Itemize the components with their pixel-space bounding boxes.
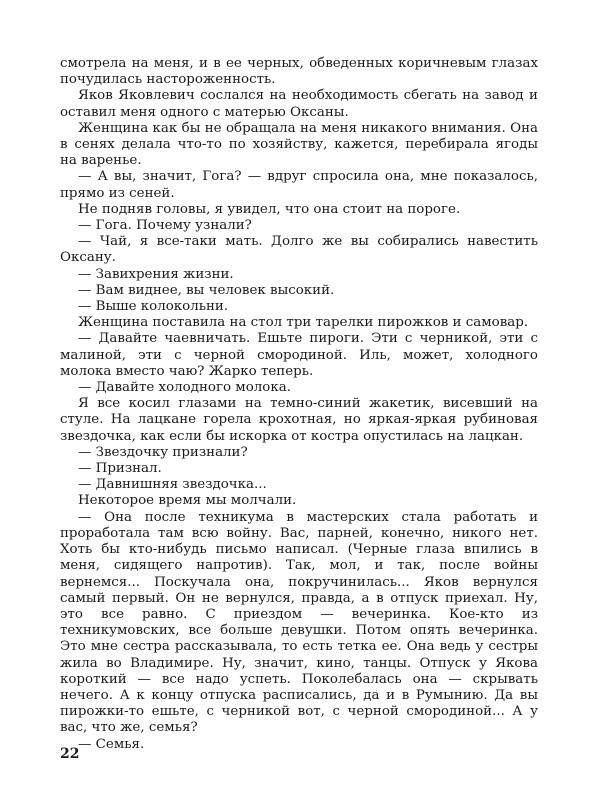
dialogue-line: — А вы, значит, Гога? — вдруг спросила она, мне показалось, прямо из сеней. bbox=[60, 169, 538, 201]
story-text bbox=[60, 56, 538, 753]
paragraph: Некоторое время мы молчали. bbox=[78, 493, 297, 509]
paragraph: Женщина поставила на стол три тарелки пирожков и самовар. bbox=[78, 315, 529, 331]
dialogue-line: — Гога. Почему узнали? bbox=[78, 218, 252, 234]
page-number: 22 bbox=[60, 746, 80, 762]
dialogue-line: — Давайте холодного молока. bbox=[78, 380, 291, 396]
paragraph: Я все косил глазами на темно-синий жакетик, висевший на стуле. На лацкане горела крохотная, но яркая-яркая рубиновая звездочка, как если бы искорка от костра опустилась на лацкан. bbox=[60, 396, 538, 444]
dialogue-line: — Завихрения жизни. bbox=[78, 266, 234, 282]
dialogue-line: — Она после техникума в мастерских стала работать и проработала там всю войну. Вас, парней, конечно, никого нет. Хоть бы кто-нибудь письмо написал. (Черные глаза впились в меня, сидящего напротив). Так, мол, и так, после войны вернемся... Поскучала она, покручинилась... Яков вернулся самый первый. Он не вернулся, правда, а в отпуск приехал. Ну, это все равно. С приездом — вечеринка. Кое-кто из техникумовских, все больше девушки. Потом опять вечеринка. Это мне сестра рассказывала, то есть тетка ее. Она ведь у сестры жила во Владимире. Ну, значит, кино, танцы. Отпуск у Якова короткий — все надо успеть. Поколебалась она — скрывать нечего. А к концу отпуска расписались, да и в Румынию. Да вы пирожки-то ешьте, с черникой вот, с черной смородиной... А у вас, что же, семья? bbox=[60, 509, 538, 736]
paragraph: Яков Яковлевич сослался на необходимость сбегать на завод и оставил меня одного с матерью Оксаны. bbox=[60, 88, 538, 120]
dialogue-line: — Выше колокольни. bbox=[78, 299, 229, 315]
paragraph: Не подняв головы, я увидел, что она стоит на пороге. bbox=[78, 201, 461, 217]
dialogue-line: — Семья. bbox=[78, 736, 145, 752]
paragraph: смотрела на меня, и в ее черных, обведенных коричневым глазах почудилась настороженность. bbox=[60, 56, 538, 88]
dialogue-line: — Чай, я все-таки мать. Долго же вы собирались навестить Оксану. bbox=[60, 234, 538, 266]
dialogue-line: — Вам виднее, вы человек высокий. bbox=[78, 282, 335, 298]
page-body bbox=[60, 56, 538, 753]
dialogue-line: — Давайте чаевничать. Ешьте пироги. Эти с черникой, эти с малиной, эти с черной смородиной. Иль, может, холодного молока вместо чаю? Жарко теперь. bbox=[60, 331, 538, 379]
dialogue-line: — Признал. bbox=[78, 461, 162, 477]
dialogue-line: — Давнишняя звездочка... bbox=[78, 477, 267, 493]
dialogue-line: — Звездочку признали? bbox=[78, 444, 248, 460]
paragraph: Женщина как бы не обращала на меня никакого внимания. Она в сенях делала что-то по хозяйству, кажется, перебирала ягоды на варенье. bbox=[60, 120, 538, 169]
